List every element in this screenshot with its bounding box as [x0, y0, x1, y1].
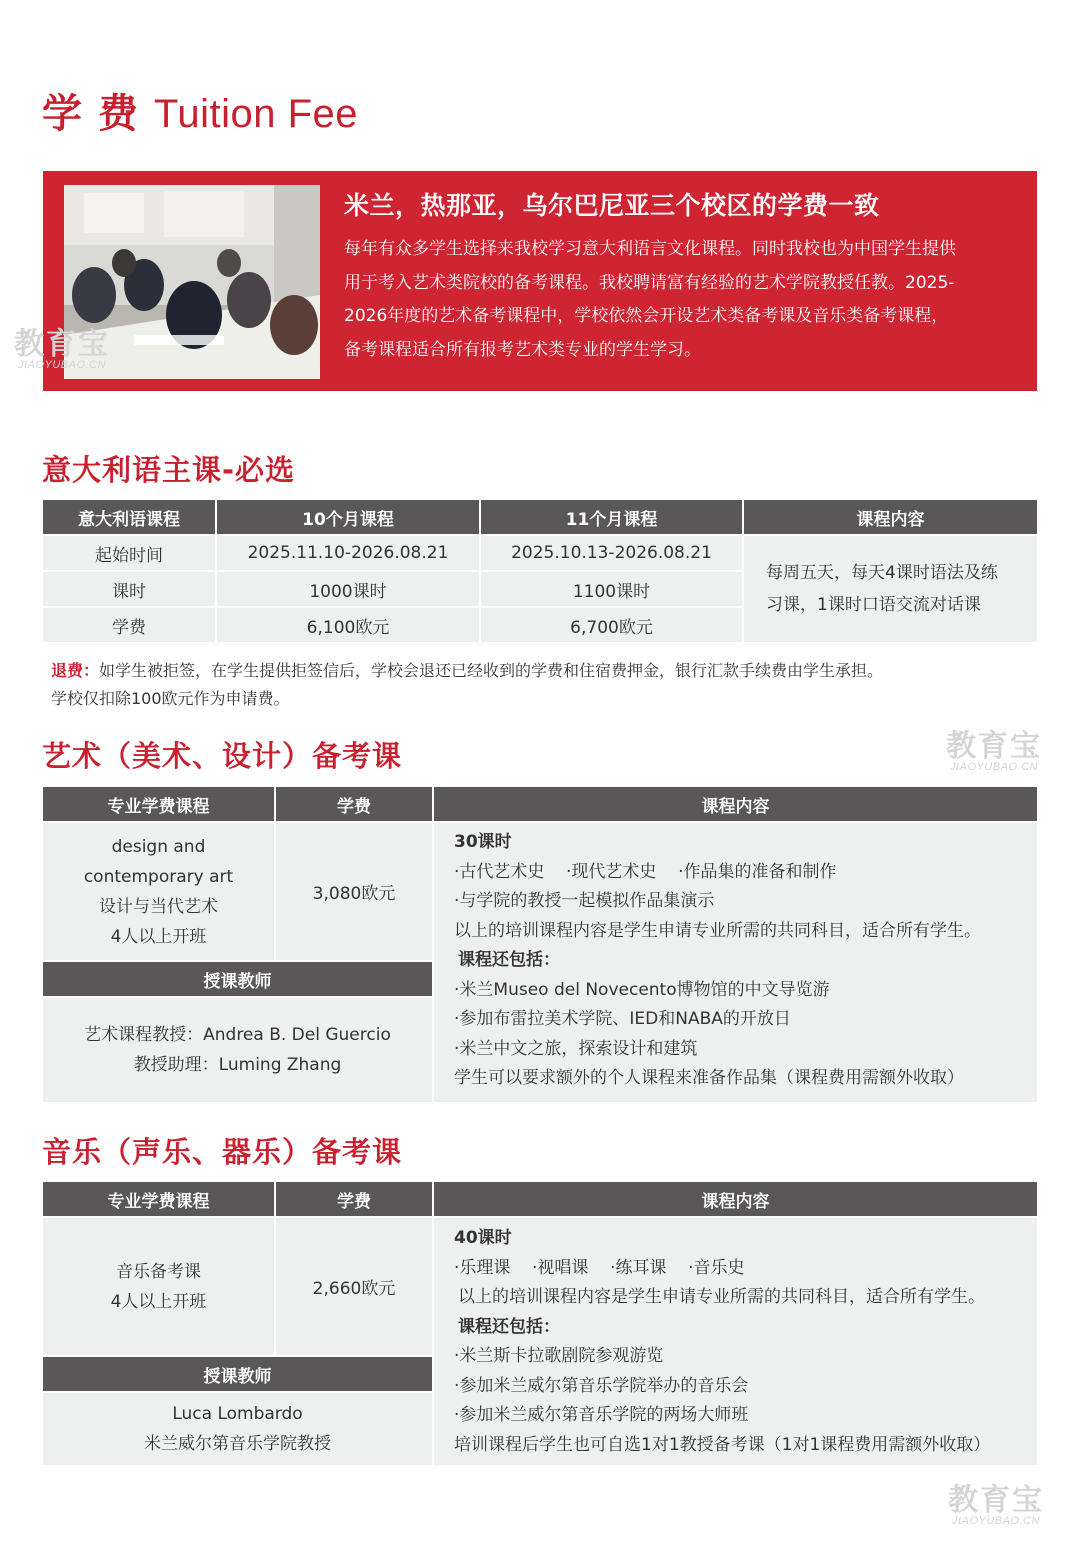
course-content-cell — [434, 823, 1037, 1102]
intro-line: 用于考入艺术类院校的备考课程。我校聘请富有经验的艺术学院教授任教。2025- — [344, 272, 955, 293]
teacher-line: 米兰威尔第音乐学院教授 — [144, 1434, 331, 1454]
teacher-line: Luca Lombardo — [172, 1404, 303, 1424]
intro-line: 2026年度的艺术备考课程中，学校依然会开设艺术类备考课及音乐类备考课程， — [344, 306, 949, 326]
teacher-header: 授课教师 — [43, 962, 432, 996]
table-cell: 起始时间 — [43, 536, 215, 570]
section-title-italian: 意大利语主课-必选 — [42, 453, 296, 487]
table-header: 学费 — [276, 787, 432, 821]
table-cell: 2025.11.10-2026.08.21 — [217, 536, 479, 570]
course-name-cell — [43, 1218, 274, 1355]
section-title-music: 音乐（声乐、器乐）备考课 — [42, 1135, 403, 1169]
table-header: 专业学费课程 — [43, 787, 274, 821]
refund-line: 如学生被拒签，在学生提供拒签信后，学校会退还已经收到的学费和住宿费押金，银行汇款手续费由学生承担。 — [99, 661, 884, 680]
course-hours: 40课时 — [454, 1228, 512, 1248]
course-name-cell — [43, 823, 274, 960]
course-line: 音乐备考课 — [116, 1261, 201, 1282]
intro-heading: 米兰，热那亚，乌尔巴尼亚三个校区的学费一致 — [344, 191, 880, 220]
course-line: contemporary art — [83, 866, 234, 887]
table-cell: 课时 — [43, 572, 215, 606]
table-header: 课程内容 — [744, 500, 1037, 534]
refund-note — [51, 657, 1041, 713]
content-item: ·视唱课 — [532, 1257, 589, 1278]
course-line: 设计与当代艺术 — [99, 896, 218, 917]
course-line: design and — [111, 836, 206, 857]
teacher-header: 授课教师 — [43, 1357, 432, 1391]
content-also-label: 课程还包括： — [458, 1316, 560, 1337]
course-hours: 30课时 — [454, 832, 512, 852]
content-extra: ·参加米兰威尔第音乐学院的两场大师班 — [454, 1405, 749, 1425]
content-common: 以上的培训课程内容是学生申请专业所需的共同科目，适合所有学生。 — [454, 920, 981, 941]
teacher-cell — [43, 1393, 432, 1465]
table-header: 11个月课程 — [481, 500, 742, 534]
teacher-cell — [43, 998, 432, 1102]
intro-banner — [43, 171, 1037, 391]
content-common: 以上的培训课程内容是学生申请专业所需的共同科目，适合所有学生。 — [458, 1287, 985, 1307]
section-title-art: 艺术（美术、设计）备考课 — [42, 739, 403, 773]
content-extra: ·米兰Museo del Novecento博物馆的中文导览游 — [454, 979, 830, 1000]
fee-cell: 3,080欧元 — [276, 823, 432, 960]
content-note: 学生可以要求额外的个人课程来准备作品集（课程费用需额外收取） — [454, 1068, 964, 1088]
content-item: ·现代艺术史 — [566, 861, 657, 882]
content-item: ·乐理课 — [454, 1257, 511, 1278]
table-header: 学费 — [276, 1182, 432, 1216]
watermark-logo: 教育宝 JIAOYUBAO.CN — [946, 730, 1042, 773]
intro-line: 每年有众多学生选择来我校学习意大利语言文化课程。同时我校也为中国学生提供 — [344, 239, 956, 259]
table-cell: 6,100欧元 — [217, 608, 479, 642]
content-extra: ·米兰中文之旅，探索设计和建筑 — [454, 1038, 698, 1059]
intro-text — [344, 233, 1016, 367]
content-note: 培训课程后学生也可自选1对1教授备考课（1对1课程费用需额外收取） — [454, 1434, 991, 1455]
content-items-row — [454, 858, 1037, 888]
watermark-logo: 教育宝 JIAOYUBAO.CN — [948, 1484, 1044, 1527]
page-title-en: Tuition Fee — [153, 92, 358, 136]
content-extra: ·参加布雷拉美术学院、IED和NABA的开放日 — [454, 1009, 791, 1029]
refund-label: 退费： — [51, 661, 100, 680]
content-extra: ·参加米兰威尔第音乐学院举办的音乐会 — [454, 1375, 749, 1396]
table-header: 课程内容 — [434, 1182, 1037, 1216]
content-also-label: 课程还包括： — [458, 950, 560, 970]
content-line: 习课，1课时口语交流对话课 — [766, 595, 981, 615]
table-cell: 6,700欧元 — [481, 608, 742, 642]
course-line: 4人以上开班 — [110, 926, 207, 947]
table-cell: 1100课时 — [481, 572, 742, 606]
course-content-cell — [744, 536, 1037, 642]
table-header: 专业学费课程 — [43, 1182, 274, 1216]
intro-line: 备考课程适合所有报考艺术类专业的学生学习。 — [344, 339, 701, 360]
content-item: ·作品集的准备和制作 — [678, 861, 837, 882]
course-line: 4人以上开班 — [110, 1291, 207, 1312]
content-line: 每周五天，每天4课时语法及练 — [766, 563, 998, 583]
content-item: ·音乐史 — [688, 1257, 745, 1278]
table-header: 10个月课程 — [217, 500, 479, 534]
content-item: ·练耳课 — [610, 1257, 667, 1278]
table-cell: 学费 — [43, 608, 215, 642]
page-title-cn: 学 费 — [42, 91, 139, 137]
content-items-row — [454, 1254, 1037, 1284]
refund-line: 学校仅扣除100欧元作为申请费。 — [51, 689, 290, 708]
content-item: ·与学院的教授一起模拟作品集演示 — [454, 891, 715, 911]
table-cell: 1000课时 — [217, 572, 479, 606]
teacher-line: 教授助理：Luming Zhang — [133, 1055, 342, 1075]
table-cell: 2025.10.13-2026.08.21 — [481, 536, 742, 570]
fee-cell: 2,660欧元 — [276, 1218, 432, 1355]
table-header: 课程内容 — [434, 787, 1037, 821]
content-item: ·古代艺术史 — [454, 861, 545, 882]
teacher-line: 艺术课程教授：Andrea B. Del Guercio — [84, 1025, 391, 1045]
table-header: 意大利语课程 — [43, 500, 215, 534]
watermark-logo: 教育宝 JIAOYUBAO.CN — [14, 328, 110, 371]
course-content-cell — [434, 1218, 1037, 1465]
page-title — [42, 82, 358, 139]
content-extra: ·米兰斯卡拉歌剧院参观游览 — [454, 1346, 664, 1366]
